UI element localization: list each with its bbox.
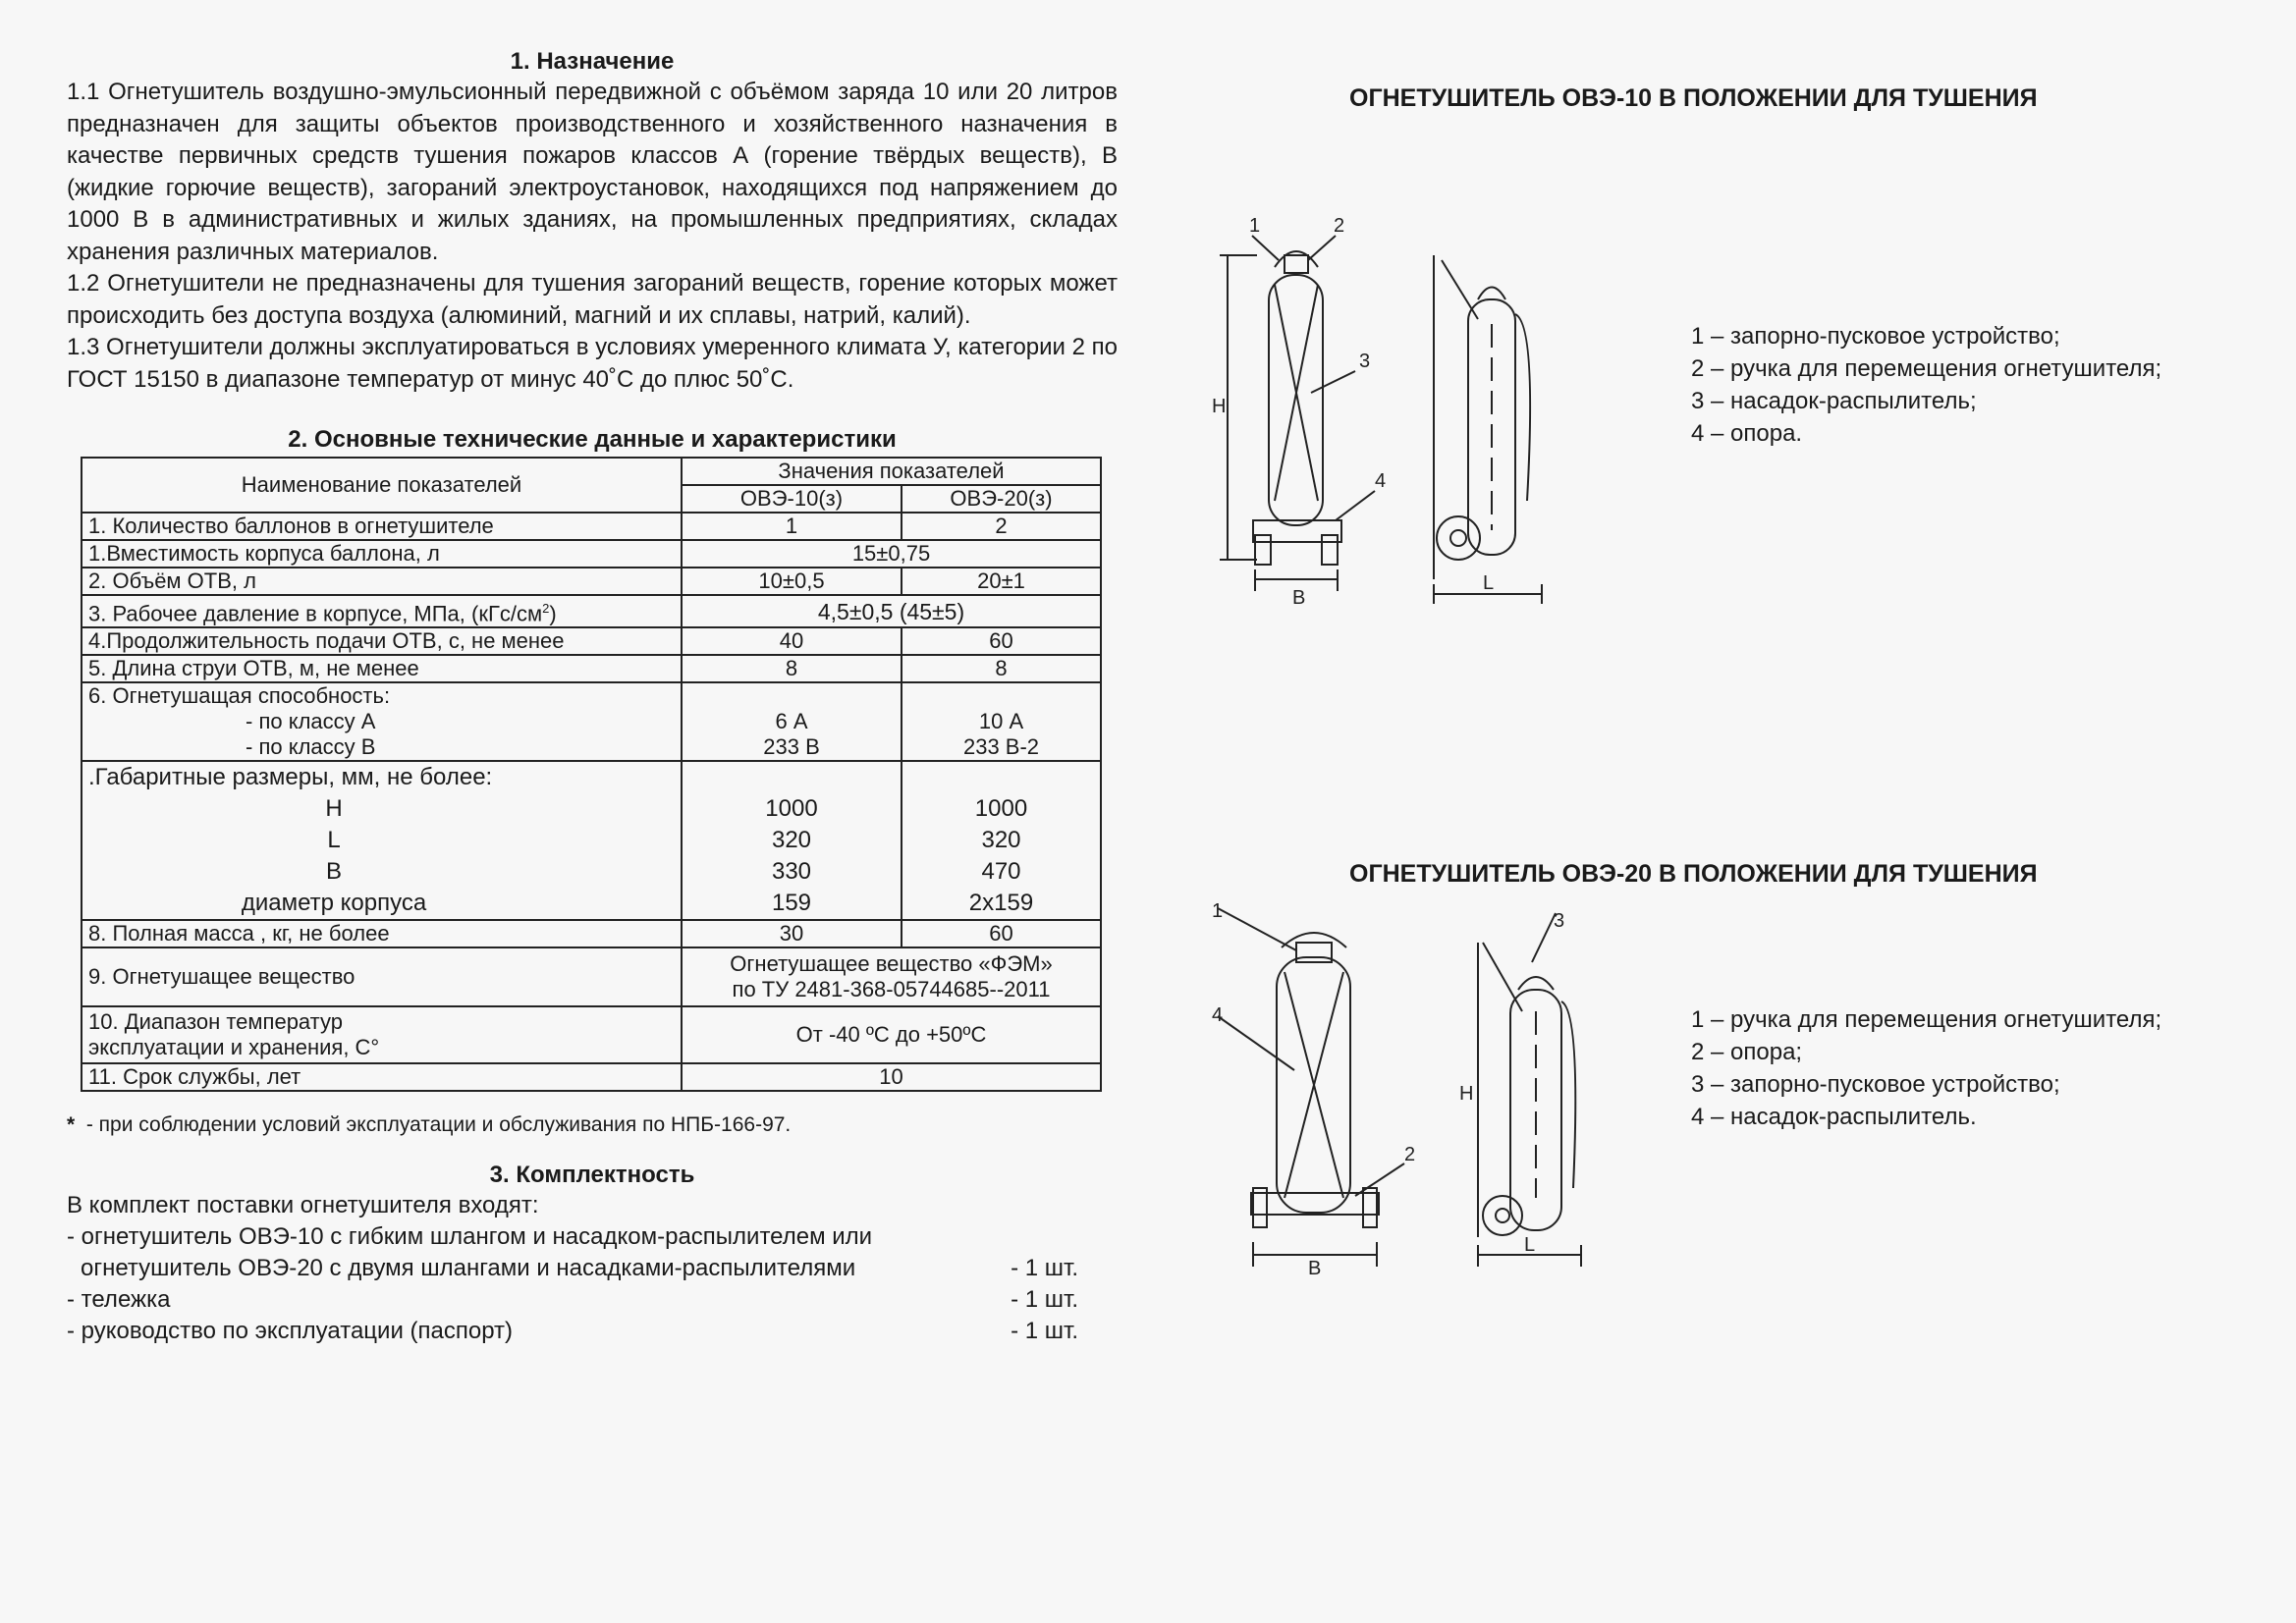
section2-title: 2. Основные технические данные и характеристики [288, 426, 897, 453]
legend1-item-1: 1 – запорно-пусковое устройство; [1691, 323, 2060, 350]
table-row [82, 947, 1101, 1006]
label-1: 1 [1212, 903, 1224, 922]
table-row [82, 627, 1101, 655]
row-name: 8. Полная масса , кг, не более [82, 920, 682, 947]
header-col1: ОВЭ-10(з) [682, 485, 902, 513]
legend1-item-2: 2 – ручка для перемещения огнетушителя; [1691, 355, 2162, 382]
table-row [82, 655, 1101, 682]
row-name: 1. Количество баллонов в огнетушителе [82, 513, 682, 540]
row-name: 6. Огнетушащая способность: - по классу А - по классу В [82, 682, 682, 761]
label-1: 1 [1249, 215, 1261, 237]
figure1-title: ОГНЕТУШИТЕЛЬ ОВЭ-10 В ПОЛОЖЕНИИ ДЛЯ ТУШЕНИЯ [1349, 84, 2038, 112]
row-name: 4.Продолжительность подачи ОТВ, с, не менее [82, 627, 682, 655]
row-name: 3. Рабочее давление в корпусе, МПа, $(кГс/см^2)$ [82, 595, 682, 627]
figure2-drawing [1198, 903, 1611, 1276]
label-h: H [1459, 1083, 1474, 1105]
row-value-2: 8 [902, 655, 1101, 682]
label-h: H [1212, 396, 1227, 417]
section3-title: 3. Комплектность [489, 1162, 695, 1189]
row-value-1: 1000 320 330 159 [682, 761, 902, 920]
section1-title: 1. Назначение [510, 48, 675, 75]
kit-item-1b: огнетушитель ОВЭ-20 с двумя шлангами и насадками-распылителями - 1 шт. [81, 1255, 1078, 1282]
legend2-item-4: 4 – насадок-распылитель. [1691, 1104, 1977, 1130]
left-column [67, 47, 1118, 1347]
label-4: 4 [1212, 1004, 1224, 1026]
kit-item-3: - руководство по эксплуатации (паспорт) - 1 шт. [67, 1318, 1078, 1345]
row-value-2: 60 [902, 627, 1101, 655]
row-value-1: 6 А 233 В [682, 682, 902, 761]
row-value-shared: 10 [682, 1063, 1101, 1091]
table-row [82, 920, 1101, 947]
label-2: 2 [1334, 215, 1345, 237]
legend1-item-4: 4 – опора. [1691, 420, 1803, 447]
figure1-drawing [1198, 206, 1571, 609]
row-value-1: 40 [682, 627, 902, 655]
row-value-2: 20±1 [902, 568, 1101, 595]
header-name-cell: Наименование показателей [82, 458, 682, 513]
table-row [82, 761, 1101, 920]
row-value-1: 1 [682, 513, 902, 540]
label-l: L [1524, 1234, 1536, 1256]
header-col2: ОВЭ-20(з) [902, 485, 1101, 513]
row-name: 9. Огнетушащее вещество [82, 947, 682, 1006]
legend2-item-3: 3 – запорно-пусковое устройство; [1691, 1071, 2060, 1098]
table-row [82, 568, 1101, 595]
label-b: B [1308, 1258, 1322, 1276]
table-row [82, 1063, 1101, 1091]
row-value-1: 10±0,5 [682, 568, 902, 595]
table-row [82, 682, 1101, 761]
table-header-row [82, 458, 1101, 485]
label-l: L [1483, 572, 1495, 594]
label-b: B [1292, 587, 1306, 609]
spec-table [81, 457, 1102, 1092]
section1-para3: 1.3 Огнетушители должны эксплуатироваться в условиях умеренного климата У, категории 2 по ГОСТ 15150 в диапазоне температур от минус 40˚С до плюс 50˚С. [67, 334, 1118, 393]
row-value-2: 2 [902, 513, 1101, 540]
row-value-shared: От -40 ºС до +50ºС [682, 1006, 1101, 1063]
row-name: 5. Длина струи ОТВ, м, не менее [82, 655, 682, 682]
legend2-item-1: 1 – ручка для перемещения огнетушителя; [1691, 1006, 2162, 1033]
label-4: 4 [1375, 470, 1387, 492]
figure2-legend [1691, 1003, 2161, 1133]
kit-item-2: - тележка - 1 шт. [67, 1286, 1078, 1314]
row-name: 2. Объём ОТВ, л [82, 568, 682, 595]
row-value-1: 8 [682, 655, 902, 682]
table-row [82, 513, 1101, 540]
header-values-cell: Значения показателей [682, 458, 1101, 485]
figure1-legend [1691, 320, 2161, 450]
row-value-2: 10 А 233 В-2 [902, 682, 1101, 761]
label-2: 2 [1404, 1144, 1416, 1165]
section1-para1: 1.1 Огнетушитель воздушно-эмульсионный передвижной с объёмом заряда 10 или 20 литров предназначен для защиты объектов производственного и хозяйственного назначения в качестве первичных средств тушения пожаров классов А (горение твёрдых веществ), В (жидкие горючие веществ), загораний электроустановок, находящихся под напряжением до 1000 В в административных и жилых зданиях, на промышленных предприятиях, складах хранения различных материалов. [67, 79, 1118, 265]
legend1-item-3: 3 – насадок-распылитель; [1691, 388, 1977, 414]
table-row [82, 595, 1101, 627]
row-value-2: 1000 320 470 2х159 [902, 761, 1101, 920]
label-3: 3 [1359, 351, 1371, 372]
legend2-item-2: 2 – опора; [1691, 1039, 1803, 1065]
footnote: * - при соблюдении условий эксплуатации и обслуживания по НПБ-166-97. [67, 1113, 792, 1137]
row-value-shared: Огнетушащее вещество «ФЭМ» по ТУ 2481-368-05744685--2011 [682, 947, 1101, 1006]
label-3: 3 [1554, 910, 1565, 932]
row-value-shared: 4,5±0,5 (45±5) [682, 595, 1101, 627]
row-name: 1.Вместимость корпуса баллона, л [82, 540, 682, 568]
row-value-1: 30 [682, 920, 902, 947]
row-value-shared: 15±0,75 [682, 540, 1101, 568]
row-name: .Габаритные размеры, мм, не более: H L B диаметр корпуса [82, 761, 682, 920]
kit-intro: В комплект поставки огнетушителя входят: [67, 1192, 539, 1219]
section1-para2: 1.2 Огнетушители не предназначены для тушения загораний веществ, горение которых может происходить без доступа воздуха (алюминий, магний и их сплавы, натрий, калий). [67, 270, 1118, 329]
figure2-title: ОГНЕТУШИТЕЛЬ ОВЭ-20 В ПОЛОЖЕНИИ ДЛЯ ТУШЕНИЯ [1349, 860, 2038, 888]
table-row [82, 540, 1101, 568]
kit-item-1a: - огнетушитель ОВЭ-10 с гибким шлангом и насадком-распылителем или [67, 1223, 873, 1251]
row-name: 11. Срок службы, лет [82, 1063, 682, 1091]
row-value-2: 60 [902, 920, 1101, 947]
table-row [82, 1006, 1101, 1063]
row-name: 10. Диапазон температур эксплуатации и хранения, С° [82, 1006, 682, 1063]
